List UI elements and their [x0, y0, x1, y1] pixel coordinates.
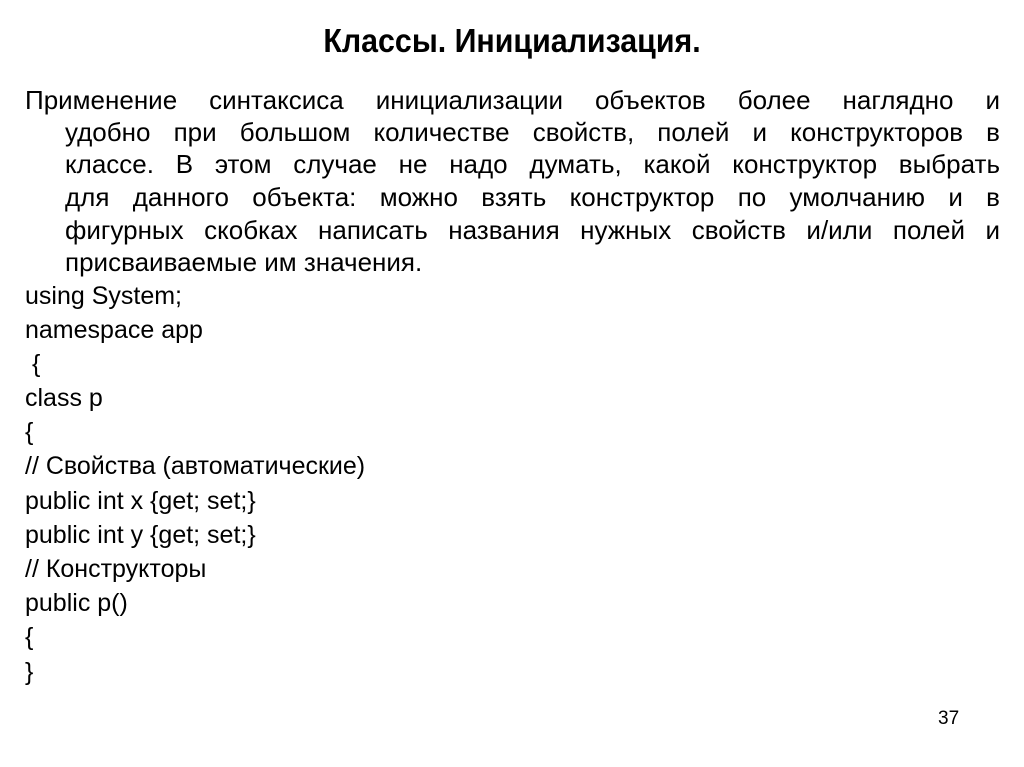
code-line: public p(): [25, 589, 128, 617]
code-line: {: [25, 623, 34, 651]
code-line: {: [25, 350, 41, 378]
code-line: }: [25, 658, 34, 686]
code-line: class p: [25, 384, 103, 412]
paragraph-line: фигурных скобках написать названия нужных свойств и/или полей и: [65, 215, 1000, 245]
paragraph-line: Применение синтаксиса инициализации объектов более наглядно и: [25, 85, 1000, 115]
paragraph-line: для данного объекта: можно взять конструктор по умолчанию и в: [65, 182, 1000, 212]
paragraph-line: присваиваемые им значения.: [65, 247, 423, 277]
code-comment: // Свойства (автоматические): [25, 452, 366, 480]
slide-title: Классы. Инициализация.: [323, 22, 701, 59]
code-line: using System;: [25, 282, 183, 310]
code-line: namespace app: [25, 316, 203, 344]
code-line: {: [25, 418, 34, 446]
page-number: 37: [938, 708, 960, 729]
code-line: public int y {get; set;}: [25, 521, 256, 549]
code-comment: // Конструкторы: [25, 555, 207, 583]
paragraph-line: классе. В этом случае не надо думать, какой конструктор выбрать: [65, 149, 1000, 179]
paragraph-line: удобно при большом количестве свойств, полей и конструкторов в: [65, 117, 1000, 147]
code-line: public int x {get; set;}: [25, 487, 256, 515]
